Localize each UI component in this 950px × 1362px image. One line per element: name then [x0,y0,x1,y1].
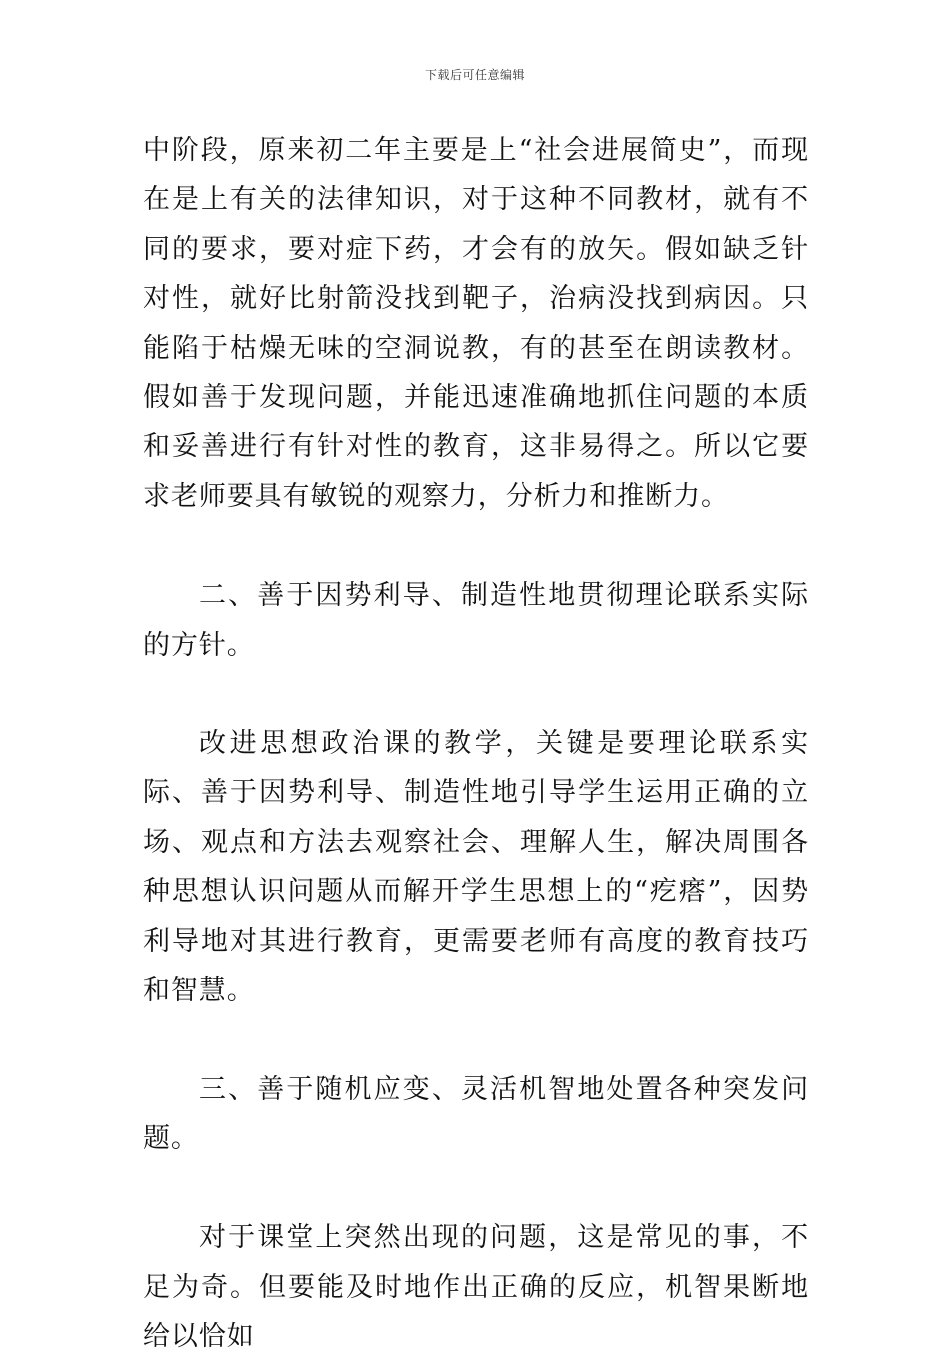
section-heading-3: 三、善于随机应变、灵活机智地处置各种突发问题。 [143,1073,809,1154]
paragraph-1: 中阶段，原来初二年主要是上“社会进展简史”，而现在是上有关的法律知识，对于这种不同教材，就有不同的要求，要对症下药，才会有的放矢。假如缺乏针对性，就好比射箭没找到靶子，治病没找到病因。只能陷于枯燥无味的空洞说教，有的甚至在朗读教材。假如善于发现问题，并能迅速准确地抓住问题的本质和妥善进行有针对性的教育，这非易得之。所以它要求老师要具有敏锐的观察力，分析力和推断力。 [143,135,809,512]
section-heading-2: 二、善于因势利导、制造性地贯彻理论联系实际的方针。 [143,580,809,661]
header-note: 下载后可任意编辑 [424,68,525,82]
paragraph-2: 改进思想政治课的教学，关键是要理论联系实际、善于因势利导、制造性地引导学生运用正确的立场、观点和方法去观察社会、理解人生，解决周围各种思想认识问题从而解开学生思想上的“疙瘩”，因势利导地对其进行教育，更需要老师有高度的教育技巧和智慧。 [143,728,809,1007]
paragraph-3: 对于课堂上突然出现的问题，这是常见的事，不足为奇。但要能及时地作出正确的反应，机智果断地给以恰如 [143,1222,809,1353]
document-body [143,126,809,1362]
